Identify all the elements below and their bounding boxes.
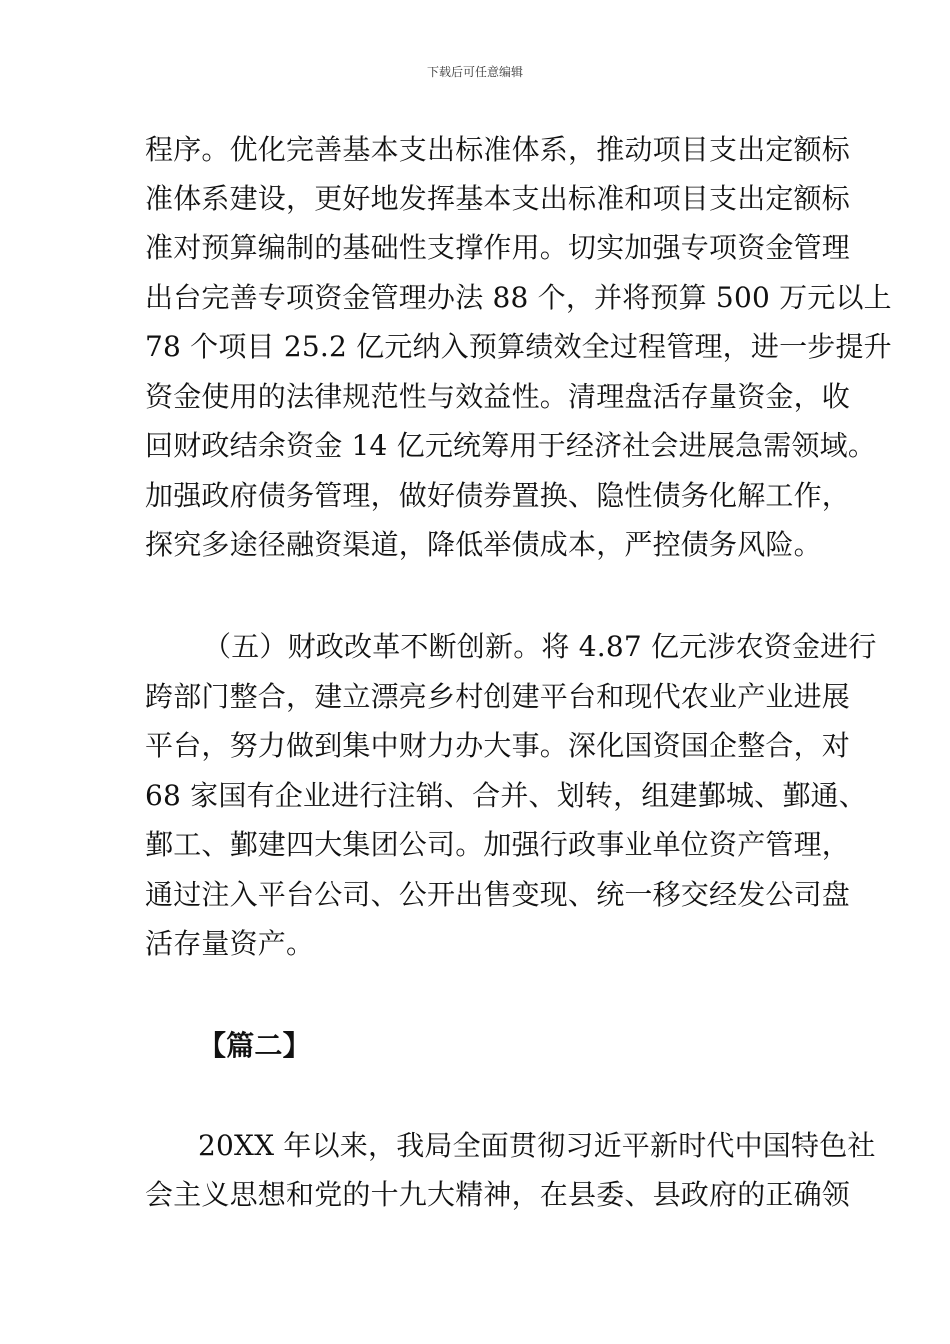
page-header: 下载后可任意编辑 (426, 65, 523, 79)
text-line: 出台完善专项资金管理办法 88 个，并将预算 500 万元以上 (145, 281, 892, 314)
text-line: 会主义思想和党的十九大精神，在县委、县政府的正确领 (145, 1178, 851, 1211)
text-line: 跨部门整合，建立漂亮乡村创建平台和现代农业产业进展 (145, 680, 851, 713)
text-line: 探究多途径融资渠道，降低举债成本，严控债务风险。 (145, 528, 822, 561)
text-line: 回财政结余资金 14 亿元统筹用于经济社会进展急需领域。 (145, 429, 877, 462)
text-line: 程序。优化完善基本支出标准体系，推动项目支出定额标 (145, 133, 851, 166)
text-line: 20XX 年以来，我局全面贯彻习近平新时代中国特色社 (198, 1129, 876, 1162)
section-title: 【篇二】 (198, 1029, 311, 1062)
text-line: 准对预算编制的基础性支撑作用。切实加强专项资金管理 (145, 231, 851, 264)
text-line: 活存量资产。 (145, 927, 315, 960)
text-line: 通过注入平台公司、公开出售变现、统一移交经发公司盘 (145, 878, 851, 911)
text-line: 68 家国有企业进行注销、合并、划转，组建鄞城、鄞通、 (145, 779, 867, 812)
text-line: 鄞工、鄞建四大集团公司。加强行政事业单位资产管理， (145, 828, 851, 861)
text-line: 准体系建设，更好地发挥基本支出标准和项目支出定额标 (145, 182, 851, 215)
text-line: 78 个项目 25.2 亿元纳入预算绩效全过程管理，进一步提升 (145, 330, 892, 363)
text-line: 平台，努力做到集中财力办大事。深化国资国企整合，对 (145, 729, 851, 762)
text-line: 加强政府债务管理，做好债券置换、隐性债务化解工作， (145, 479, 851, 512)
text-line: （五）财政改革不断创新。将 4.87 亿元涉农资金进行 (203, 630, 877, 663)
text-line: 资金使用的法律规范性与效益性。清理盘活存量资金，收 (145, 380, 851, 413)
